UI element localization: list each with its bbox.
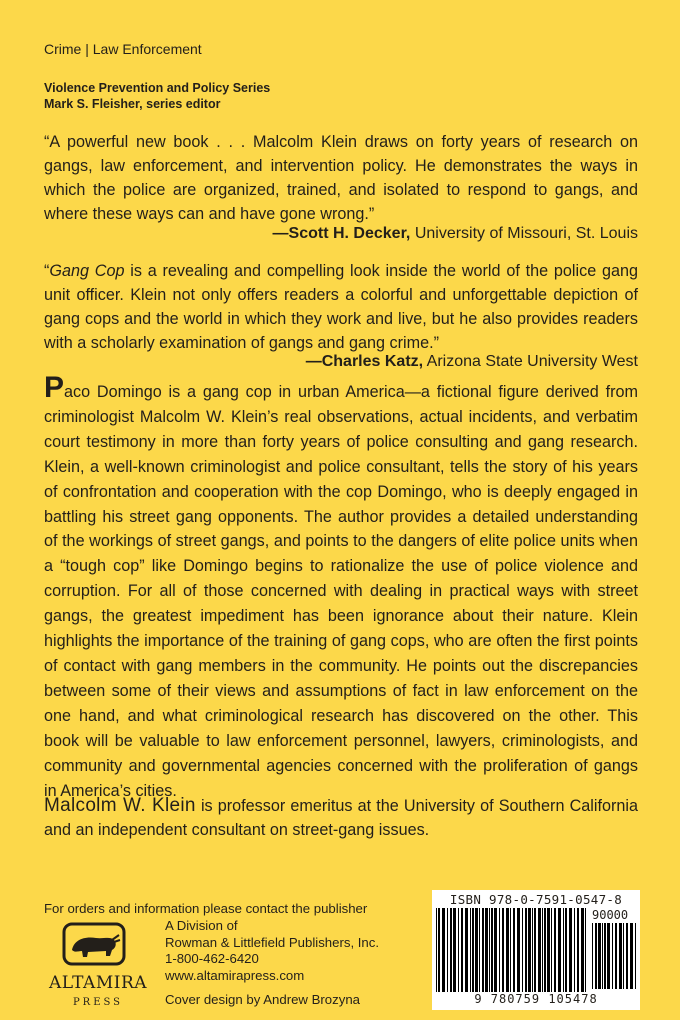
barcode-bar (506, 908, 509, 992)
barcode-bar (475, 908, 478, 992)
series-editor: Mark S. Fleisher, series editor (44, 97, 221, 111)
publisher-address (165, 918, 379, 984)
attribution-affiliation: University of Missouri, St. Louis (414, 225, 638, 242)
barcode-bar (547, 908, 550, 992)
barcode-bar (479, 908, 480, 992)
attribution-name: —Charles Katz, (305, 353, 424, 370)
barcode-bar (565, 908, 567, 992)
bull-emblem-icon (64, 924, 124, 964)
barcode-bar (574, 908, 575, 992)
publisher-website: www.altamirapress.com (165, 967, 305, 983)
barcode-bar (626, 923, 628, 989)
cover-design-credit: Cover design by Andrew Brozyna (165, 992, 360, 1007)
barcode-bar (563, 908, 564, 992)
quote-text: is a revealing and compelling look inside the world of the police gang unit officer. Klein not only offers readers a colorful and unforgettable depiction of gang cops and the world in which they work and live, but he also provides readers with a scholarly examination of gangs and gang crime.” (44, 262, 638, 352)
barcode-bar (447, 908, 448, 992)
attribution-name: —Scott H. Decker, (272, 225, 411, 242)
ean-digits: 9 780759 105478 (474, 992, 598, 1006)
logo-name: ALTAMIRA (48, 973, 148, 993)
blurb-attribution-1 (273, 222, 638, 246)
book-title: Gang Cop (49, 262, 125, 280)
barcode-bar (551, 908, 552, 992)
barcode-bar (569, 908, 572, 992)
barcode-bar (604, 923, 606, 989)
attribution-affiliation: Arizona State University West (426, 353, 638, 370)
author-bio (44, 794, 638, 842)
barcode-bar (581, 908, 584, 992)
barcode-bar (510, 908, 511, 992)
barcode (432, 890, 640, 1010)
barcode-bar (513, 908, 515, 992)
barcode-bar (532, 908, 533, 992)
barcode-bar (538, 908, 541, 992)
barcode-bar (534, 908, 536, 992)
blurb-quote-2 (44, 259, 638, 355)
logo-press: PRESS (72, 997, 124, 1008)
barcode-bar (528, 908, 531, 992)
barcode-bar (525, 908, 527, 992)
barcode-bar (558, 908, 561, 992)
ean-barcode-bars (436, 908, 586, 992)
barcode-bar (494, 908, 497, 992)
category-line: Crime | Law Enforcement (44, 41, 202, 57)
barcode-bar (619, 923, 622, 989)
drop-cap: P (44, 371, 65, 404)
barcode-bar (472, 908, 474, 992)
description-text: aco Domingo is a gang cop in urban America—a fictional figure derived from criminologist Malcolm W. Klein’s real observations, actual incidents, and verbatim court testimony in more than forty years of police consulting and gang research. Klein, a well-known criminologist and police consultant, tells the story of his years of confrontation and cooperation with the cop Domingo, who is deeply engaged in battling his street gang opponents. The author provides a detailed understanding of the workings of street gangs, and points to the dangers of elite police units when a “tough cop” like Domingo begins to rationalize the use of police violence and corruption. For all of those concerned with dealing in practical ways with street gangs, the greatest impediment has been ignorance about their nature. Klein highlights the importance of the training of gang cops, who are often the first points of contact with gang members in the community. He points out the discrepancies between some of their views and assumptions of fact in law enforcement on the one hand, and what criminological research has discovered on the other. This book will be valuable to law enforcement personnel, lawyers, criminologists, and community and governmental agencies concerned with the proliferation of gangs in America’s cities. (44, 383, 638, 800)
address-line: Rowman & Littlefield Publishers, Inc. (165, 934, 380, 950)
barcode-bar (438, 908, 440, 992)
barcode-bar (482, 908, 484, 992)
series-title: Violence Prevention and Policy Series (44, 81, 271, 95)
barcode-bar (517, 908, 520, 992)
barcode-bar (485, 908, 488, 992)
orders-line: For orders and information please contact the publisher (44, 901, 368, 916)
barcode-bar (554, 908, 556, 992)
author-name: Malcolm W. Klein (44, 795, 196, 816)
barcode-bar (450, 908, 452, 992)
barcode-bar (635, 923, 636, 989)
quote-open: “ (44, 262, 50, 280)
address-line: A Division of (165, 918, 238, 933)
blurb-attribution-2 (306, 350, 638, 374)
barcode-bar (615, 923, 617, 989)
series-block (44, 80, 270, 112)
barcode-bar (470, 908, 471, 992)
altamira-press-logo (40, 920, 158, 1010)
author-bio-text: is professor emeritus at the University of Southern California and an independent consultant on street-gang issues. (44, 797, 638, 839)
barcode-bar (598, 923, 601, 989)
barcode-bar (465, 908, 468, 992)
barcode-bar (436, 908, 437, 992)
blurb-quote-1: “A powerful new book . . . Malcolm Klein draws on forty years of research on gangs, law enforcement, and intervention policy. He demonstrates the ways in which the police are organized, trained, and isolated to respond to gangs, and where these ways can and have gone wrong.” (44, 133, 638, 223)
price-barcode-bars (592, 923, 636, 989)
barcode-bar (592, 923, 593, 989)
barcode-bar (458, 908, 459, 992)
barcode-bar (544, 908, 546, 992)
isbn-text: ISBN 978-0-7591-0547-8 (449, 892, 623, 907)
barcode-bar (442, 908, 445, 992)
barcode-bar (489, 908, 490, 992)
barcode-bar (453, 908, 456, 992)
address-line: 1-800-462-6420 (165, 951, 259, 966)
barcode-bar (502, 908, 504, 992)
book-description (44, 371, 638, 803)
barcode-bar (577, 908, 579, 992)
barcode-bar (630, 923, 633, 989)
barcode-bar (612, 923, 613, 989)
barcode-bar (595, 923, 597, 989)
price-code: 90000 (592, 908, 629, 922)
barcode-bar (623, 923, 624, 989)
barcode-bar (491, 908, 493, 992)
barcode-bar (461, 908, 463, 992)
barcode-bar (585, 908, 586, 992)
barcode-bar (522, 908, 523, 992)
barcode-bar (499, 908, 500, 992)
barcode-bar (602, 923, 603, 989)
barcode-bar (607, 923, 610, 989)
barcode-bar (542, 908, 543, 992)
